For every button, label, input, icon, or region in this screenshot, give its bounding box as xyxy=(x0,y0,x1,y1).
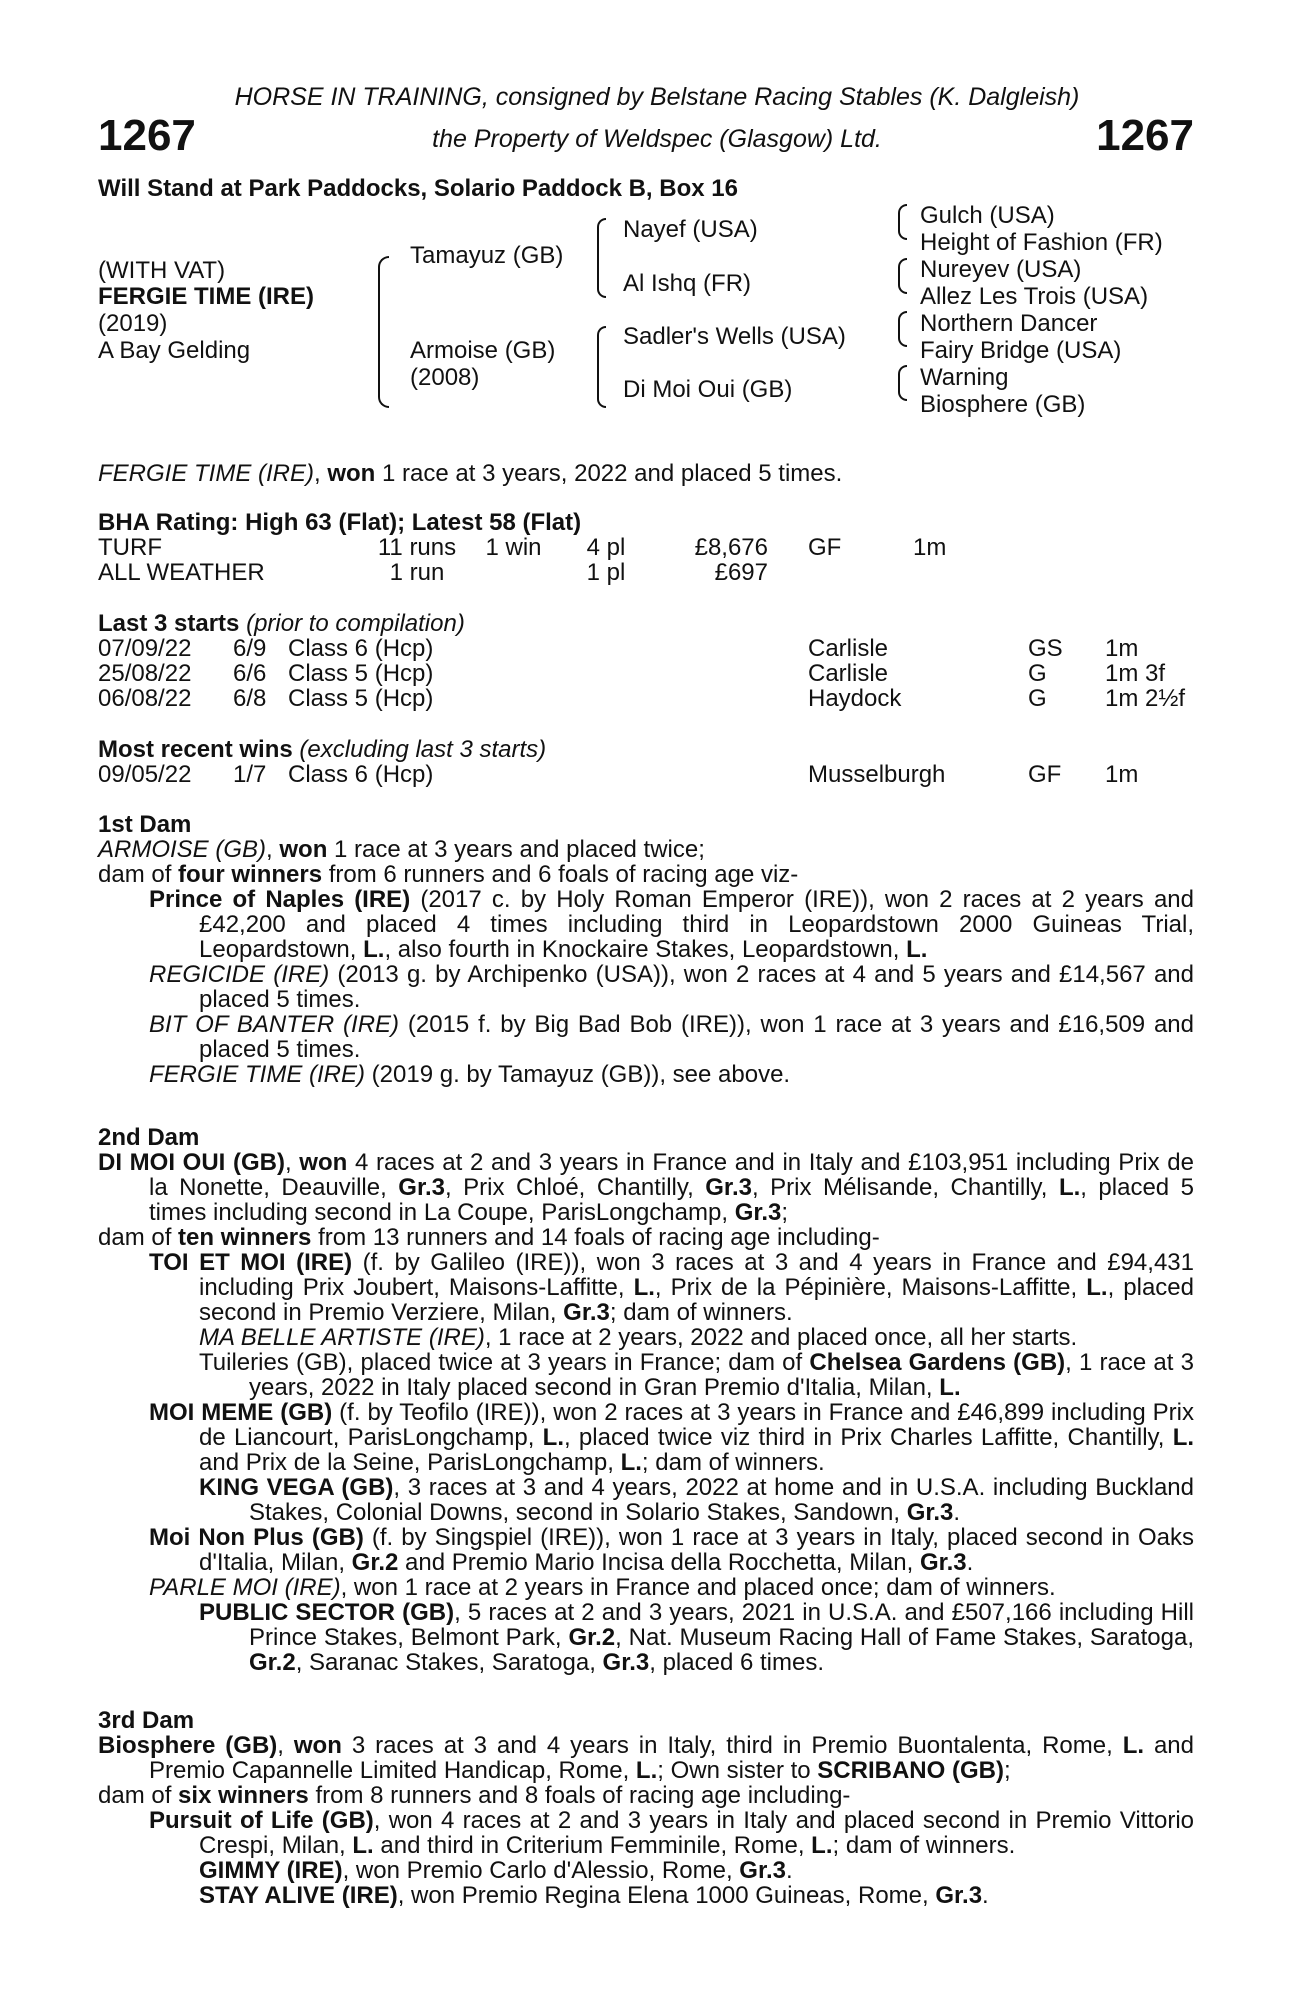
produce-text: , 1 race at 2 years, 2022 and placed once, all her starts. xyxy=(484,1324,1078,1351)
third-dam-won: won xyxy=(293,1732,342,1759)
produce-public-sector xyxy=(98,1600,1194,1675)
recent-wins-title: Most recent wins xyxy=(98,736,293,763)
produce-moi-non-plus xyxy=(98,1525,1194,1575)
dam-of-label: dam of xyxy=(98,861,179,888)
produce-name: KING VEGA (GB) xyxy=(199,1474,394,1501)
record-text: ; Own sister to xyxy=(657,1757,818,1784)
produce-parle-moi xyxy=(98,1575,1194,1600)
start-going: G xyxy=(1028,660,1047,687)
produce-name: MOI MEME (GB) xyxy=(149,1399,333,1426)
group-mark: Gr.3 xyxy=(398,1174,445,1201)
win-row xyxy=(98,762,1138,787)
listed-mark: L. xyxy=(620,1449,642,1476)
group-mark: Gr.3 xyxy=(734,1199,782,1226)
produce-text: . xyxy=(982,1882,989,1909)
pedigree-brace-sire xyxy=(597,218,606,298)
start-position: 6/8 xyxy=(233,685,267,712)
first-dam-name: ARMOISE (GB) xyxy=(98,836,267,863)
produce-text: (2017 c. by Holy Roman Emperor (IRE)), won 2 races at 2 years and £42,200 and placed 4 times including third in Leopardstown 2000 Guineas Trial, Leopardstown, xyxy=(199,886,1194,963)
second-dam-section xyxy=(98,1125,1194,1675)
produce-stay-alive xyxy=(98,1883,1194,1908)
listed-mark: L. xyxy=(1058,1174,1081,1201)
record-text: ; xyxy=(781,1199,789,1226)
recent-wins-note: (excluding last 3 starts) xyxy=(299,736,547,763)
rating-row-aw xyxy=(98,560,946,585)
summary-text: 1 race at 3 years, 2022 and placed 5 times. xyxy=(375,460,843,487)
group-mark: Gr.3 xyxy=(563,1299,610,1326)
produce-pursuit-of-life xyxy=(98,1808,1194,1858)
produce-prince-of-naples xyxy=(98,887,1194,962)
produce-name: PUBLIC SECTOR (GB) xyxy=(199,1599,455,1626)
last-starts-heading xyxy=(98,611,465,636)
pedigree-ds: Sadler's Wells (USA) xyxy=(623,323,846,350)
listed-mark: L. xyxy=(939,1374,961,1401)
rating-row-turf xyxy=(98,535,946,560)
first-dam-section xyxy=(98,812,1194,1087)
pedigree-sd: Al Ishq (FR) xyxy=(623,270,752,297)
produce-text: ; dam of winners. xyxy=(832,1832,1016,1859)
rating-runs: 1 run xyxy=(389,559,445,586)
produce-text: , won 4 races at 2 and 3 years in Italy and placed second in Premio Vittorio Crespi, Milan, xyxy=(199,1807,1195,1859)
produce-name: PARLE MOI (IRE) xyxy=(149,1574,341,1601)
recent-wins-heading xyxy=(98,737,546,762)
sister-name: SCRIBANO (GB) xyxy=(817,1757,1004,1784)
owner-line: the Property of Weldspec (Glasgow) Ltd. xyxy=(432,125,882,153)
pedigree-brace-3 xyxy=(898,311,907,347)
third-dam-record: Biosphere (GB), won 3 races at 3 and 4 years in Italy, third in Premio Buontalenta, Rome, L. and Premio Capannelle Limited Handicap, Rome, L.; Own sister to SCRIBANO (GB); xyxy=(98,1732,1195,1784)
last-starts-table xyxy=(98,636,1185,711)
recent-wins-table xyxy=(98,762,1138,787)
group-mark: Gr.3 xyxy=(906,1499,954,1526)
pedigree-dds: Warning xyxy=(920,364,1009,391)
produce-summary: from 6 runners and 6 foals of racing age viz- xyxy=(322,861,799,888)
first-dam-record: 1 race at 3 years and placed twice; xyxy=(327,836,705,863)
start-row xyxy=(98,686,1185,711)
start-going: GS xyxy=(1028,635,1063,662)
produce-regicide xyxy=(98,962,1194,1012)
produce-summary: from 13 runners and 14 foals of racing age including- xyxy=(311,1224,880,1251)
start-position: 6/6 xyxy=(233,660,267,687)
produce-tuileries xyxy=(98,1350,1194,1400)
pedigree-dd: Di Moi Oui (GB) xyxy=(623,376,793,403)
record-text: 3 races at 3 and 4 years in Italy, third in Premio Buontalenta, Rome, xyxy=(341,1732,1123,1759)
start-distance: 1m 3f xyxy=(1105,660,1166,687)
horse-name: FERGIE TIME (IRE) xyxy=(98,283,314,310)
start-date: 07/09/22 xyxy=(98,635,192,662)
location-line: Will Stand at Park Paddocks, Solario Paddock B, Box 16 xyxy=(98,175,738,202)
produce-text: , 5 races at 2 and 3 years, 2021 in U.S.A. and £507,166 including Hill Prince Stakes, Belmont Park, xyxy=(249,1599,1194,1651)
listed-mark: L. xyxy=(811,1832,833,1859)
rating-wins: 1 win xyxy=(485,534,542,561)
winners-count: ten winners xyxy=(178,1224,312,1251)
pedigree-ssd: Height of Fashion (FR) xyxy=(920,229,1163,256)
produce-text: ; dam of winners. xyxy=(609,1299,793,1326)
rating-places: 4 pl xyxy=(586,534,626,561)
produce-text: (2013 g. by Archipenko (USA)), won 2 races at 4 and 5 years and £14,567 and placed 5 times. xyxy=(199,961,1194,1013)
start-distance: 1m 2½f xyxy=(1105,685,1186,712)
produce-moi-meme xyxy=(98,1400,1194,1475)
produce-text: (2019 g. by Tamayuz (GB)), see above. xyxy=(365,1061,791,1088)
group-mark: Gr.3 xyxy=(739,1857,786,1884)
consignor-line: HORSE IN TRAINING, consigned by Belstane Racing Stables (K. Dalgleish) xyxy=(234,83,1080,111)
dam-of-label: dam of xyxy=(98,1782,179,1809)
rating-prize: £697 xyxy=(714,559,768,586)
produce-text: . xyxy=(953,1499,961,1526)
record-text: , Prix Mélisande, Chantilly, xyxy=(751,1174,1059,1201)
produce-text: (f. by Singspiel (IRE)), won 1 race at 3 years in Italy, placed second in Oaks d'Italia, Milan, xyxy=(199,1524,1194,1576)
group-mark: Gr.2 xyxy=(351,1549,399,1576)
produce-name: Moi Non Plus (GB) xyxy=(149,1524,364,1551)
start-course: Haydock xyxy=(808,685,902,712)
pedigree-ss: Nayef (USA) xyxy=(623,216,758,243)
group-mark: Gr.3 xyxy=(919,1549,967,1576)
produce-name: MA BELLE ARTISTE (IRE) xyxy=(199,1324,485,1351)
pedigree-brace-2 xyxy=(898,258,907,294)
record-text: ; xyxy=(1003,1757,1011,1784)
pedigree-brace-dam xyxy=(597,326,606,408)
rating-table xyxy=(98,535,946,585)
produce-text: , won 1 race at 2 years in France and placed once; dam of winners. xyxy=(340,1574,1056,1601)
start-course: Carlisle xyxy=(808,660,889,687)
produce-summary: from 8 runners and 8 foals of racing age including- xyxy=(308,1782,851,1809)
produce-text: , placed 6 times. xyxy=(649,1649,824,1676)
produce-text: , placed twice viz third in Prix Charles Laffitte, Chantilly, xyxy=(564,1424,1173,1451)
produce-text: and Prix de la Seine, ParisLongchamp, xyxy=(199,1449,621,1476)
group-mark: Gr.2 xyxy=(249,1649,296,1676)
group-mark: Gr.2 xyxy=(568,1624,616,1651)
pedigree-ddd: Biosphere (GB) xyxy=(920,391,1086,418)
record-text: , placed 5 times including second in La Coupe, ParisLongchamp, xyxy=(149,1174,1194,1226)
pedigree-brace-main xyxy=(378,256,389,408)
first-dam-line: ARMOISE (GB), won 1 race at 3 years and placed twice; xyxy=(98,836,705,863)
pedigree-dam: Armoise (GB) xyxy=(410,337,556,364)
produce-text: . xyxy=(966,1549,974,1576)
group-mark: Gr.3 xyxy=(935,1882,983,1909)
summary-won: won xyxy=(327,460,376,487)
dam-of-label: dam of xyxy=(98,1224,179,1251)
start-class: Class 5 (Hcp) xyxy=(288,685,434,712)
bha-rating: BHA Rating: High 63 (Flat); Latest 58 (Flat) xyxy=(98,509,582,536)
group-mark: Gr.3 xyxy=(705,1174,752,1201)
produce-text: (f. by Galileo (IRE)), won 3 races at 3 and 4 years in France and £94,431 including Prix Joubert, Maisons-Laffitte, xyxy=(199,1249,1194,1301)
third-dam-produce-line xyxy=(98,1783,1194,1808)
third-dam-name: Biosphere (GB) xyxy=(98,1732,278,1759)
produce-toi-et-moi xyxy=(98,1250,1194,1325)
rating-prize: £8,676 xyxy=(694,534,768,561)
win-date: 09/05/22 xyxy=(98,761,192,788)
summary-horse-name: FERGIE TIME (IRE) xyxy=(98,460,314,487)
listed-mark: L. xyxy=(542,1424,564,1451)
second-dam-won: won xyxy=(299,1149,348,1176)
produce-text: (2015 f. by Big Bad Bob (IRE)), won 1 race at 3 years and £16,509 and placed 5 times. xyxy=(199,1011,1194,1063)
win-class: Class 6 (Hcp) xyxy=(288,761,434,788)
start-row xyxy=(98,636,1185,661)
produce-text: , Prix de la Pépinière, Maisons-Laffitte, xyxy=(654,1274,1087,1301)
second-dam-name: DI MOI OUI (GB) xyxy=(98,1149,285,1176)
win-distance: 1m xyxy=(1105,761,1139,788)
third-dam-section xyxy=(98,1708,1194,1908)
produce-text: ; dam of winners. xyxy=(641,1449,825,1476)
produce-text: Tuileries (GB), placed twice at 3 years in France; dam of xyxy=(199,1349,810,1376)
pedigree-sire: Tamayuz (GB) xyxy=(410,242,564,269)
first-dam-won: won xyxy=(279,836,328,863)
pedigree-brace-1 xyxy=(898,204,907,240)
lot-number-left: 1267 xyxy=(98,111,196,160)
rating-distance xyxy=(913,560,946,585)
produce-text: , 1 race at 3 years, 2022 in Italy placed second in Gran Premio d'Italia, Milan, xyxy=(249,1349,1194,1401)
produce-text: , placed second in Premio Verziere, Milan, xyxy=(199,1274,1195,1326)
pedigree-sds: Nureyev (USA) xyxy=(920,256,1082,283)
first-dam-produce-line xyxy=(98,862,1194,887)
produce-gimmy xyxy=(98,1858,1194,1883)
produce-king-vega xyxy=(98,1475,1194,1525)
produce-text: , Nat. Museum Racing Hall of Fame Stakes, Saratoga, xyxy=(615,1624,1194,1651)
start-going: G xyxy=(1028,685,1047,712)
record-text: and Premio Capannelle Limited Handicap, Rome, xyxy=(149,1732,1195,1784)
produce-text: , also fourth in Knockaire Stakes, Leopardstown, xyxy=(384,936,907,963)
rating-surface: ALL WEATHER xyxy=(98,559,265,586)
produce-name: GIMMY (IRE) xyxy=(199,1857,343,1884)
record-text: 4 races at 2 and 3 years in France and in Italy and £103,951 including Prix de la Nonette, Deauville, xyxy=(149,1149,1194,1201)
last-starts-note: (prior to compilation) xyxy=(246,610,465,637)
win-course: Musselburgh xyxy=(808,761,946,788)
produce-text: , won Premio Regina Elena 1000 Guineas, Rome, xyxy=(397,1882,936,1909)
third-dam-heading: 3rd Dam xyxy=(98,1707,195,1734)
last-starts-title: Last 3 starts xyxy=(98,610,240,637)
produce-name: STAY ALIVE (IRE) xyxy=(199,1882,398,1909)
rating-distance: 1m xyxy=(913,534,947,561)
rating-surface: TURF xyxy=(98,534,162,561)
listed-mark: L. xyxy=(906,936,928,963)
rating-wins xyxy=(471,560,556,585)
produce-text: , Saranac Stakes, Saratoga, xyxy=(295,1649,603,1676)
lot-number-right: 1267 xyxy=(1096,111,1194,160)
produce-name: Pursuit of Life (GB) xyxy=(149,1807,374,1834)
produce-ma-belle-artiste xyxy=(98,1325,1194,1350)
pedigree-dam-year: (2008) xyxy=(410,364,480,391)
group-mark: Gr.3 xyxy=(602,1649,650,1676)
rating-going: GF xyxy=(808,534,842,561)
produce-text: and third in Criterium Femminile, Rome, xyxy=(373,1832,812,1859)
produce-name: REGICIDE (IRE) xyxy=(149,961,330,988)
produce-name: Chelsea Gardens (GB) xyxy=(809,1349,1066,1376)
winners-count: four winners xyxy=(178,861,323,888)
rating-runs: 11 runs xyxy=(377,534,457,561)
produce-name: TOI ET MOI (IRE) xyxy=(149,1249,353,1276)
start-date: 06/08/22 xyxy=(98,685,192,712)
produce-text: , won Premio Carlo d'Alessio, Rome, xyxy=(342,1857,740,1884)
listed-mark: L. xyxy=(635,1757,658,1784)
pedigree-dss: Northern Dancer xyxy=(920,310,1098,337)
first-dam-heading: 1st Dam xyxy=(98,811,192,838)
start-position: 6/9 xyxy=(233,635,267,662)
produce-fergie-time xyxy=(98,1062,1194,1087)
produce-text: and Premio Mario Incisa della Rocchetta, Milan, xyxy=(398,1549,920,1576)
pedigree-dsd: Fairy Bridge (USA) xyxy=(920,337,1122,364)
start-course: Carlisle xyxy=(808,635,889,662)
win-going: GF xyxy=(1028,761,1062,788)
start-row xyxy=(98,661,1185,686)
win-position: 1/7 xyxy=(233,761,267,788)
start-class: Class 5 (Hcp) xyxy=(288,660,434,687)
pedigree-sss: Gulch (USA) xyxy=(920,202,1055,229)
second-dam-produce-line xyxy=(98,1225,1194,1250)
listed-mark: L. xyxy=(1172,1424,1195,1451)
rating-going xyxy=(768,560,913,585)
start-date: 25/08/22 xyxy=(98,660,192,687)
record-text: , Prix Chloé, Chantilly, xyxy=(444,1174,706,1201)
pedigree-brace-4 xyxy=(898,365,907,401)
produce-name: FERGIE TIME (IRE) xyxy=(149,1061,365,1088)
listed-mark: L. xyxy=(1086,1274,1108,1301)
horse-year: (2019) xyxy=(98,310,168,337)
produce-text: (f. by Teofilo (IRE)), won 2 races at 3 years in France and £46,899 including Prix de Liancourt, ParisLongchamp, xyxy=(199,1399,1194,1451)
rating-places: 1 pl xyxy=(586,559,626,586)
pedigree-sdd: Allez Les Trois (USA) xyxy=(920,283,1149,310)
produce-text: , 3 races at 3 and 4 years, 2022 at home and in U.S.A. including Buckland Stakes, Colonial Downs, second in Solario Stakes, Sandown, xyxy=(249,1474,1194,1526)
produce-bit-of-banter xyxy=(98,1012,1194,1062)
produce-name: BIT OF BANTER (IRE) xyxy=(149,1011,400,1038)
listed-mark: L. xyxy=(352,1832,374,1859)
second-dam-record: DI MOI OUI (GB), won 4 races at 2 and 3 years in France and in Italy and £103,951 including Prix de la Nonette, Deauville, Gr.3, Prix Chloé, Chantilly, Gr.3, Prix Mélisande, Chantilly, L., placed 5 times including second in La Coupe, ParisLongchamp, Gr.3; xyxy=(98,1149,1194,1226)
listed-mark: L. xyxy=(363,936,385,963)
listed-mark: L. xyxy=(1122,1732,1145,1759)
produce-text: . xyxy=(786,1857,793,1884)
winners-count: six winners xyxy=(178,1782,309,1809)
listed-mark: L. xyxy=(633,1274,655,1301)
second-dam-heading: 2nd Dam xyxy=(98,1124,200,1151)
start-distance: 1m xyxy=(1105,635,1139,662)
start-class: Class 6 (Hcp) xyxy=(288,635,434,662)
race-summary: FERGIE TIME (IRE), won 1 race at 3 years, 2022 and placed 5 times. xyxy=(98,460,843,487)
produce-name: Prince of Naples (IRE) xyxy=(149,886,411,913)
horse-description: A Bay Gelding xyxy=(98,337,251,364)
vat-note: (WITH VAT) xyxy=(98,257,226,284)
